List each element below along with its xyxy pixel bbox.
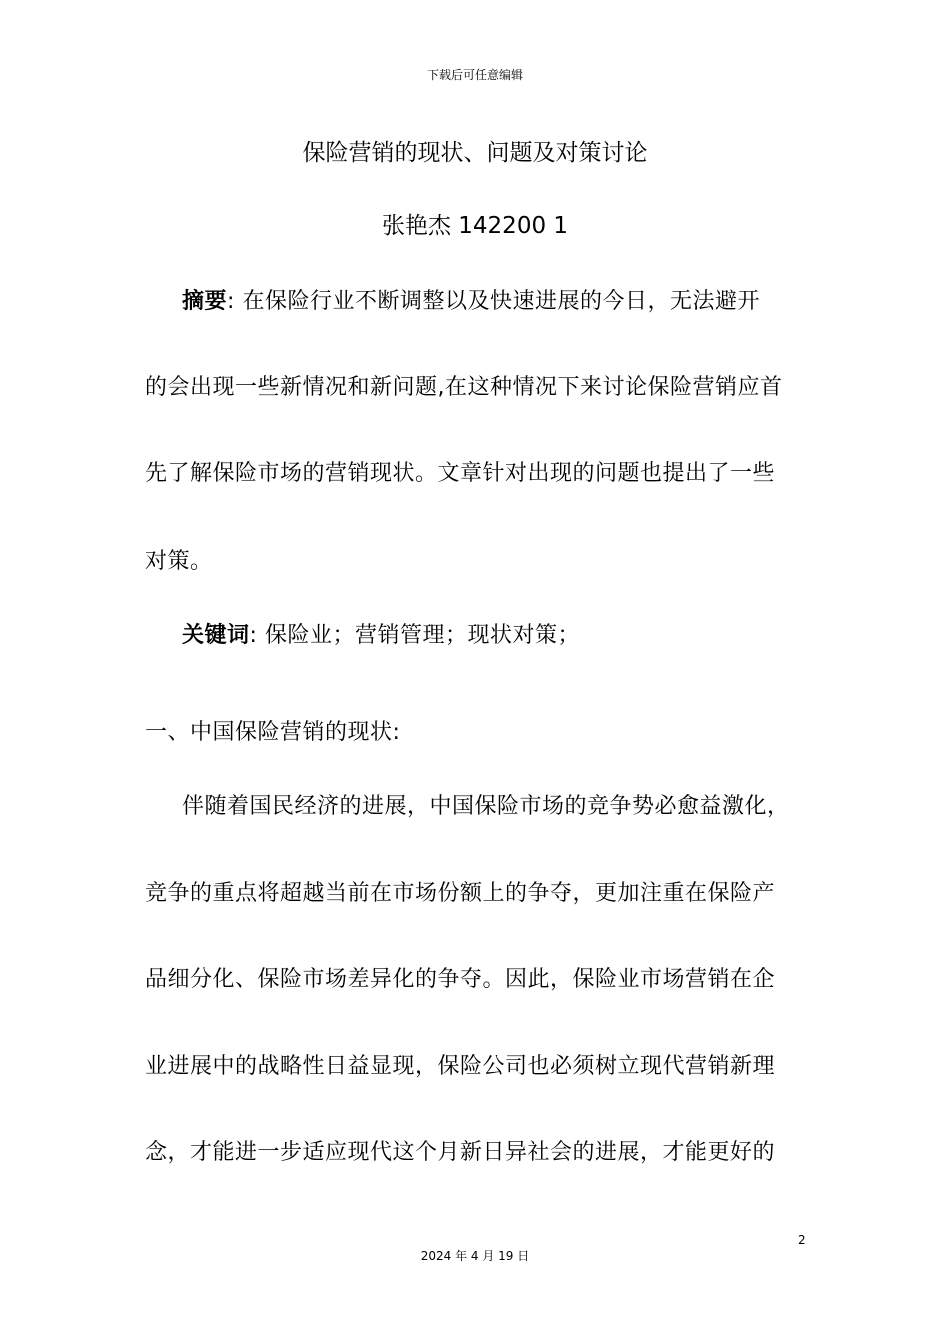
keywords-line	[182, 618, 580, 649]
body-line-4: 业进展中的战略性日益显现，保险公司也必须树立现代营销新理	[145, 1054, 776, 1079]
abstract-line-4: 对策。	[145, 549, 213, 574]
footer-date: 2024 年 4 月 19 日	[420, 1249, 530, 1263]
abstract-label: 摘要	[182, 289, 228, 314]
section-heading: 一、中国保险营销的现状:	[145, 720, 401, 745]
abstract-line-2: 的会出现一些新情况和新问题,在这种情况下来讨论保险营销应首	[145, 375, 783, 400]
document-title: 保险营销的现状、问题及对策讨论	[302, 140, 648, 166]
keywords-label: 关键词	[182, 623, 250, 648]
page-number: 2	[798, 1233, 806, 1247]
body-line-1: 伴随着国民经济的进展，中国保险市场的竞争势必愈益激化，	[182, 794, 790, 819]
abstract-line-1: 摘要: 在保险行业不断调整以及快速进展的今日，无法避开	[182, 289, 760, 314]
body-line-2: 竞争的重点将超越当前在市场份额上的争夺，更加注重在保险产	[145, 881, 776, 906]
keywords-text: 保险业；营销管理；现状对策；	[264, 623, 580, 648]
keywords-sep: :	[249, 623, 258, 648]
body-line-3: 品细分化、保险市场差异化的争夺。因此，保险业市场营销在企	[145, 967, 776, 992]
abstract-sep: :	[227, 289, 235, 314]
body-line-5: 念，才能进一步适应现代这个月新日异社会的进展，才能更好的	[145, 1140, 776, 1165]
page-header-note: 下载后可任意编辑	[426, 68, 523, 82]
author-line: 张艳杰 142200 1	[381, 213, 569, 239]
abstract-line-3: 先了解保险市场的营销现状。文章针对出现的问题也提出了一些	[145, 461, 776, 486]
